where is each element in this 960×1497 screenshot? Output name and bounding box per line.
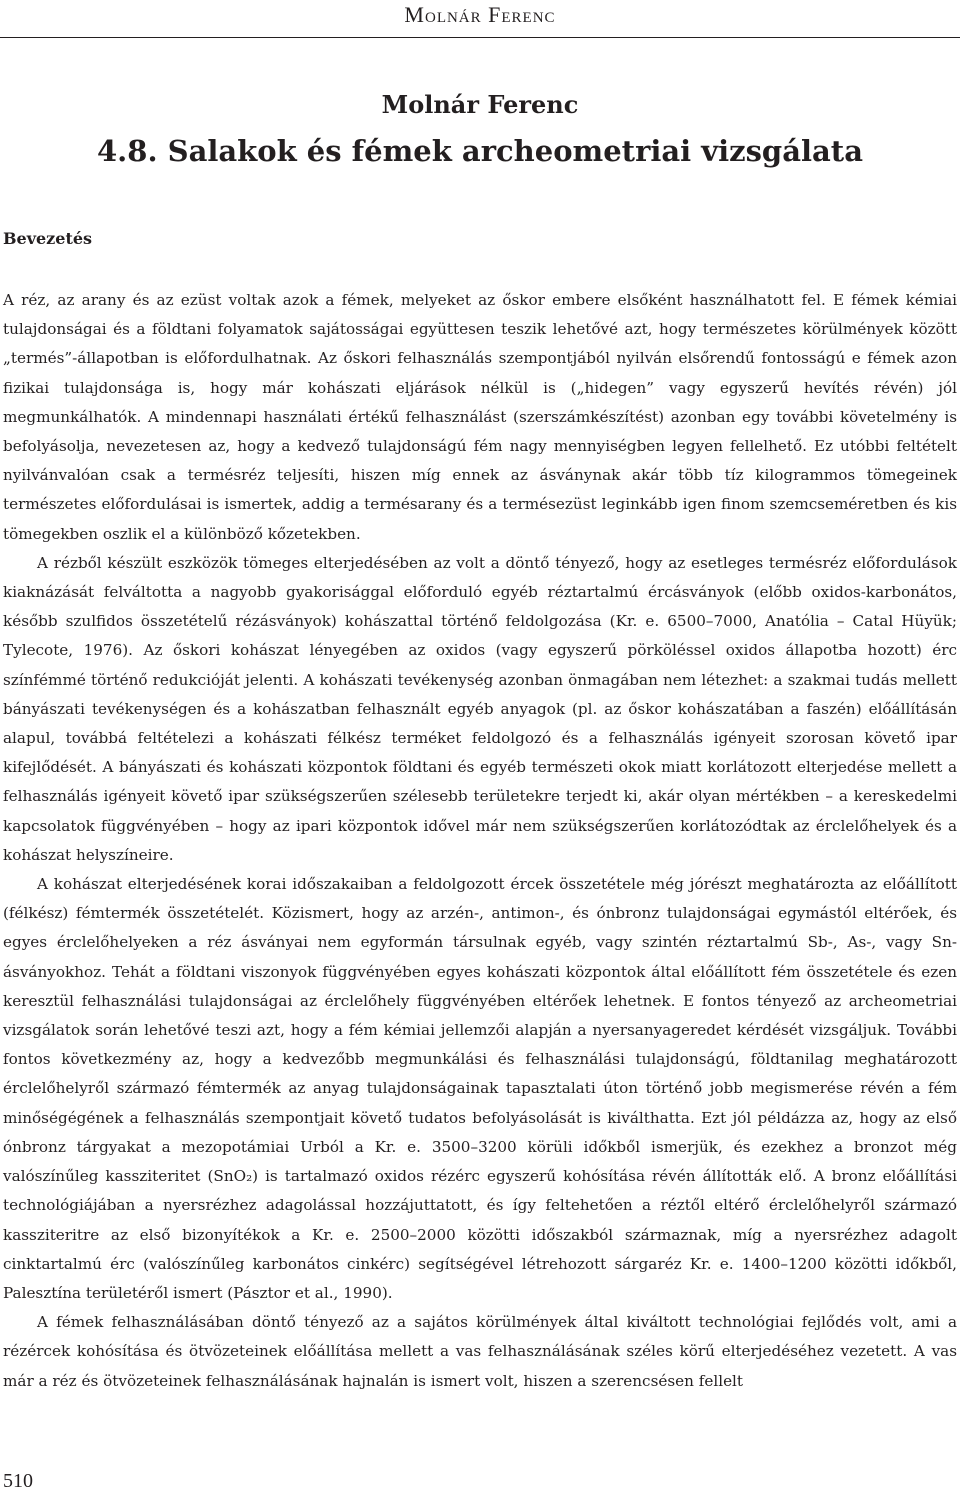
paragraph: A réz, az arany és az ezüst voltak azok a fémek, melyeket az őskor embere elsőként használhatott fel. E fémek kémiai tulajdonságai és a földtani folyamatok sajátosságai együttesen teszik lehetővé azt, hogy természetes körülmények között „termés”-állapotban is előfordulhatnak. Az őskori felhasználás szempontjából nyilván elsőrendű fontosságú e fémek azon fizikai tulajdonsága is, hogy már kohászati eljárások nélkül is („hidegen” vagy egyszerű hevítés révén) jól megmunkálhatók. A mindennapi használati értékű felhasználást (szerszámkészítést) azonban egy további követelmény is befolyásolja, nevezetesen az, hogy a kedvező tulajdonságú fém nagy mennyiségben legyen fellelhető. Ez utóbbi feltételt nyilvánvalóan csak a termésréz teljesíti, hiszen míg ennek az ásványnak akár több tíz kilogrammos tömegeinek természetes előfordulásai is ismertek, addig a termésarany és a termésezüst leginkább igen finom szemcseméretben és kis tömegekben oszlik el a különböző kőzetekben.	[3, 291, 957, 543]
section-heading: Bevezetés	[3, 229, 93, 248]
page-number: 510	[3, 1470, 33, 1492]
paragraph: A rézből készült eszközök tömeges elterjedésében az volt a döntő tényező, hogy az esetleges termésréz előfordulások kiaknázását felváltotta a nagyobb gyakorisággal előforduló egyéb réztartalmú ércásványok (előbb oxidos-karbonátos, később szulfidos összetételű rézásványok) kohászattal történő feldolgozása (Kr. e. 6500–7000, Anatólia – Catal Hüyük; Tylecote, 1976). Az őskori kohászat lényegében az oxidos (vagy egyszerű pörköléssel oxidos állapotba hozott) érc színfémmé történő redukcióját jelenti. A kohászati tevékenység azonban önmagában nem létezhet: a szakmai tudás mellett bányászati tevékenységen és a kohászatban felhasznált egyéb anyagok (pl. az őskor kohászatában a faszén) előállításán alapul, továbbá feltételezi a kohászati félkész terméket feldolgozó és a felhasználás igényeit szorosan követő ipar kifejlődését. A bányászati és kohászati központok földtani és egyéb természeti okok miatt korlátozott elterjedése mellett a felhasználás igényeit követő ipar szükségszerűen szélesebb területekre terjedt ki, akár olyan mértékben – a kereskedelmi kapcsolatok függvényében – hogy az ipari központok idővel már nem szükségszerűen korlátozódtak az érclelőhelyek és a kohászat helyszíneire.	[3, 553, 957, 864]
paragraph: A fémek felhasználásában döntő tényező az a sajátos körülmények által kiváltott technológiai fejlődés volt, ami a rézércek kohósítása és ötvözeteinek előállítása mellett a vas felhasználásának széles körű elterjedéséhez vezetett. A vas már a réz és ötvözeteinek felhasználásának hajnalán is ismert volt, hiszen a szerencsésen fellelt	[3, 1313, 957, 1390]
article-body	[3, 286, 957, 1396]
header-rule	[0, 37, 960, 38]
article-author: Molnár Ferenc	[381, 90, 579, 119]
running-head: Molnár Ferenc	[404, 2, 556, 27]
article-title: 4.8. Salakok és fémek archeometriai vizsgálata	[97, 134, 863, 168]
paragraph: A kohászat elterjedésének korai időszakaiban a feldolgozott ércek összetétele még jórészt meghatározta az előállított (félkész) fémtermék összetételét. Közismert, hogy az arzén-, antimon-, és ónbronz tulajdonságai egymástól eltérőek, és egyes érclelőhelyeken a réz ásványai nem egyformán társulnak egyéb, vagy szintén réztartalmú Sb-, As-, vagy Sn- ásványokhoz. Tehát a földtani viszonyok függvényében egyes kohászati központok által előállított fém összetétele és ezen keresztül felhasználási tulajdonságai az érclelőhely függvényében eltérőek lehetnek. E fontos tényező az archeometriai vizsgálatok során lehetővé teszi azt, hogy a fém kémiai jellemzői alapján a nyersanyageredet kérdését vizsgáljuk. További fontos következmény az, hogy a kedvezőbb megmunkálási és felhasználási tulajdonságú, földtanilag meghatározott érclelőhelyről származó fémtermék az anyag tulajdonságainak tapasztalati úton történő jobb megismerése révén a fém minőségégének a felhasználás szempontjait követő tudatos befolyásolását is kiválthatta. Ezt jól példázza az, hogy az első ónbronz tárgyakat a mezopotámiai Urból a Kr. e. 3500–3200 körüli időkből ismerjük, és ezekhez a bronzot még valószínűleg kassziteritet (SnO₂) is tartalmazó oxidos rézérc egyszerű kohósítása révén állították elő. A bronz előállítási technológiájában a nyersrézhez adagolással hozzájuttatott, és így feltehetően a réztől eltérő érclelőhelyről származó kassziteritre az első bizonyítékok a Kr. e. 2500–2000 közötti időszakból származnak, míg a nyersrézhez adagolt cinktartalmú érc (valószínűleg karbonátos cinkérc) segítségével létrehozott sárgaréz Kr. e. 1400–1200 közötti időkből, Palesztína területéről ismert (Pásztor et al., 1990).	[3, 875, 957, 1302]
